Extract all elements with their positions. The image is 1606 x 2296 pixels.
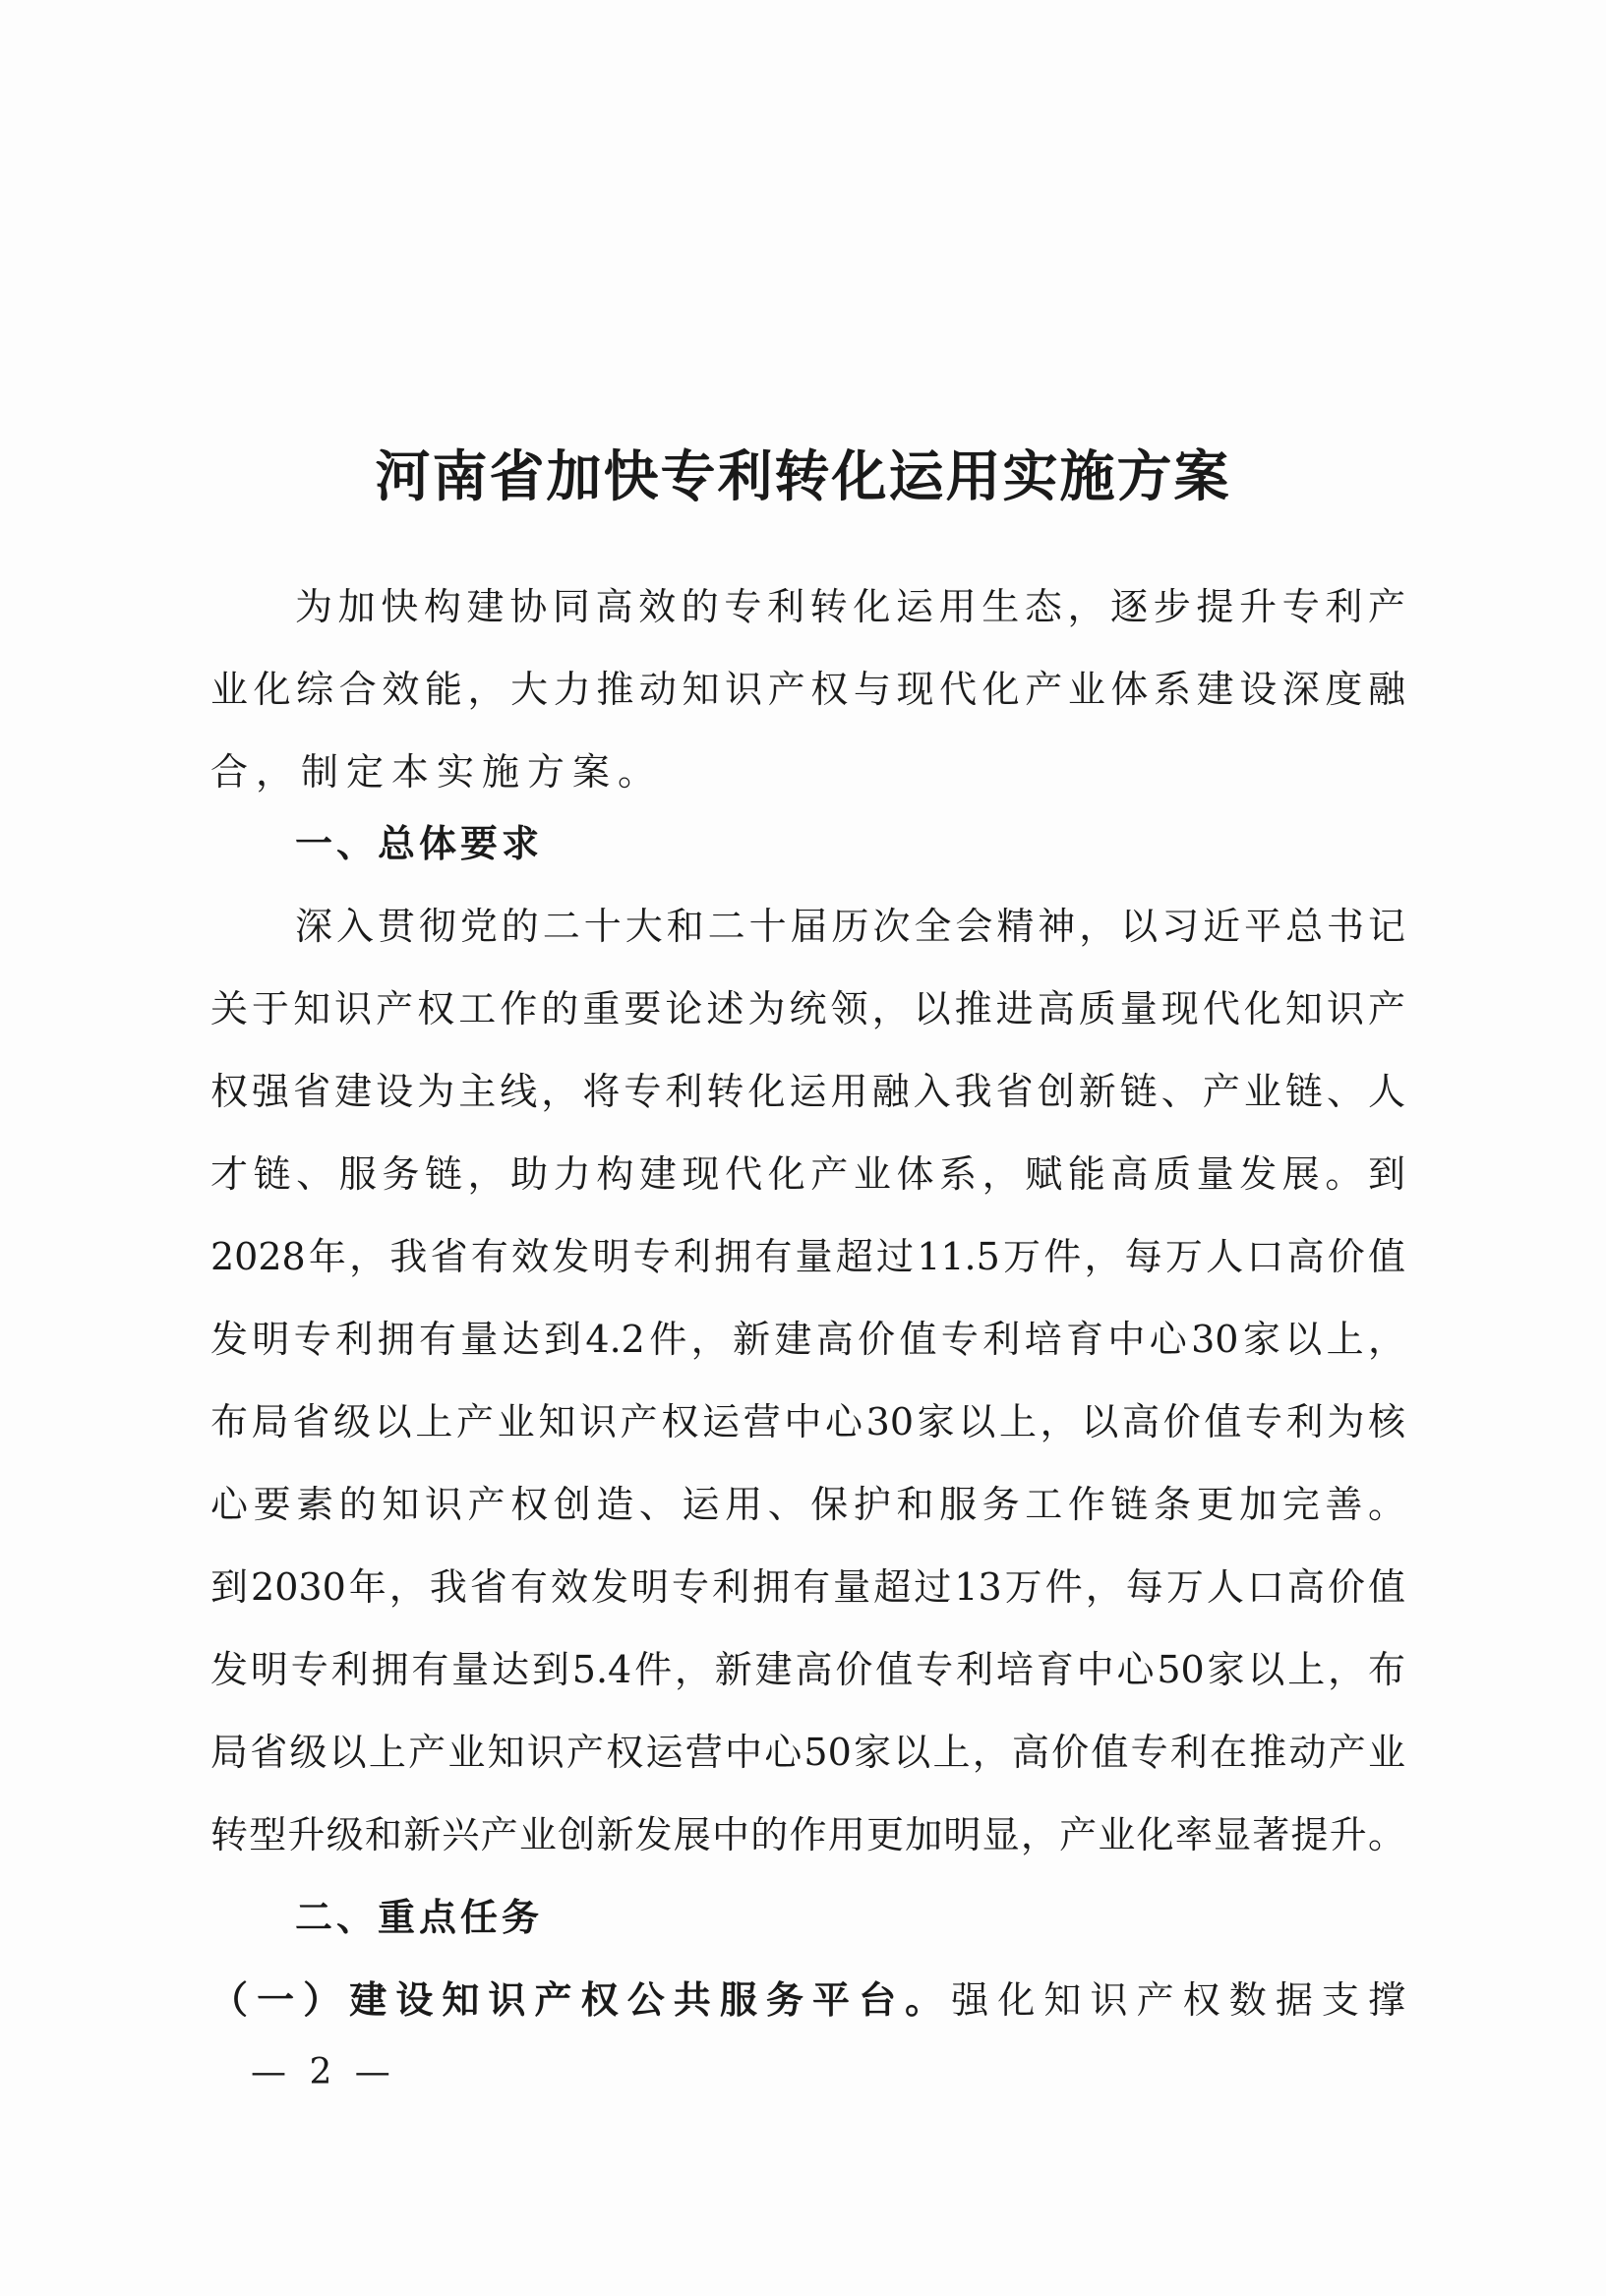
paragraph-line: 关于知识产权工作的重要论述为统领，以推进高质量现代化知识产 (210, 987, 1405, 1030)
paragraph-line: 发明专利拥有量达到5.4件，新建高价值专利培育中心50家以上，布 (210, 1648, 1405, 1691)
section-heading: 二、重点任务 (295, 1896, 544, 1939)
task-label: （一）建设知识产权公共服务平台。 (210, 1977, 952, 2022)
page-number: — 2 — (251, 2052, 396, 2092)
paragraph-line: 2028年，我省有效发明专利拥有量超过11.5万件，每万人口高价值 (210, 1235, 1405, 1278)
paragraph-line: 转型升级和新兴产业创新发展中的作用更加明显，产业化率显著提升。 (210, 1813, 1405, 1856)
section-heading: 一、总体要求 (295, 822, 544, 865)
paragraph-line: 才链、服务链，助力构建现代化产业体系，赋能高质量发展。到 (210, 1152, 1405, 1196)
paragraph-line: 合，制定本实施方案。 (210, 750, 664, 794)
paragraph-line: 权强省建设为主线，将专利转化运用融入我省创新链、产业链、人 (210, 1070, 1405, 1113)
page-title: 河南省加快专利转化运用实施方案 (375, 444, 1231, 509)
paragraph-line: 到2030年，我省有效发明专利拥有量超过13万件，每万人口高价值 (210, 1565, 1405, 1609)
paragraph-line: 心要素的知识产权创造、运用、保护和服务工作链条更加完善。 (210, 1483, 1405, 1526)
paragraph-line: 局省级以上产业知识产权运营中心50家以上，高价值专利在推动产业 (210, 1731, 1405, 1774)
paragraph-line: 业化综合效能，大力推动知识产权与现代化产业体系建设深度融 (210, 668, 1405, 711)
paragraph-line: 为加快构建协同高效的专利转化运用生态，逐步提升专利产 (295, 585, 1405, 628)
paragraph-line: 布局省级以上产业知识产权运营中心30家以上，以高价值专利为核 (210, 1400, 1405, 1443)
paragraph-line: 发明专利拥有量达到4.2件，新建高价值专利培育中心30家以上， (210, 1318, 1405, 1361)
paragraph-line: 深入贯彻党的二十大和二十届历次全会精神，以习近平总书记 (295, 905, 1405, 948)
task-line (210, 1972, 1405, 2028)
task-text: 强化知识产权数据支撑 (951, 1978, 1405, 2022)
